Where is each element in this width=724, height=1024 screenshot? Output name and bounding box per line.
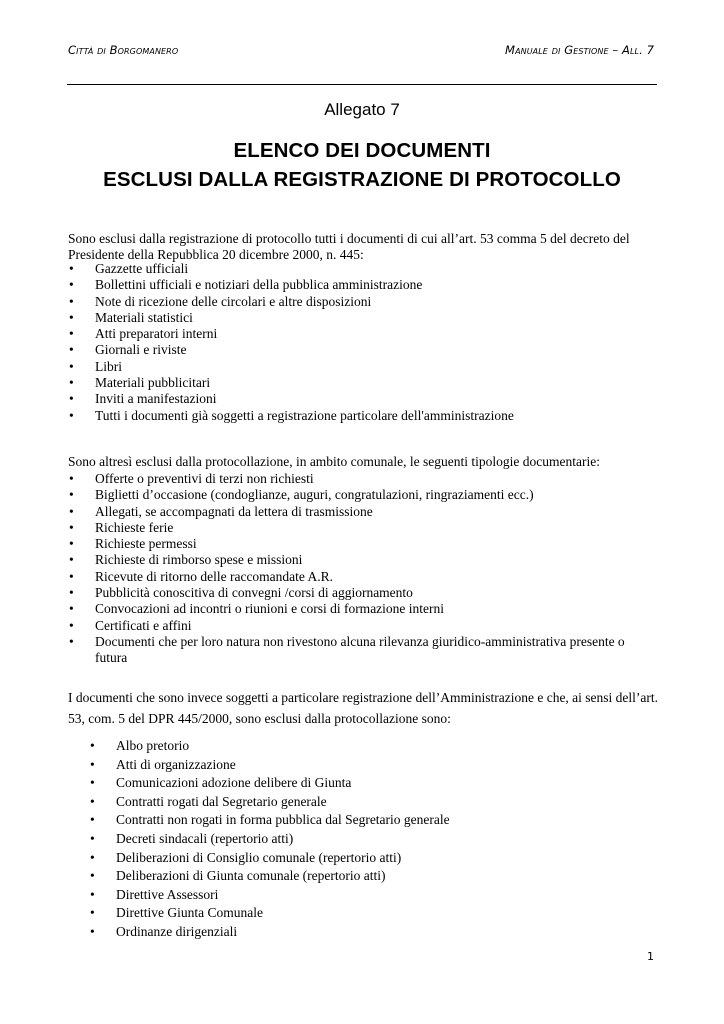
list-item-text: Deliberazioni di Giunta comunale (repertorio atti) [116, 868, 386, 884]
section1-intro: Sono esclusi dalla registrazione di protocollo tutti i documenti di cui all’art. 53 comma 5 del decreto del Presidente della Repubblica 20 dicembre 2000, n. 445: [68, 231, 630, 263]
bullet-icon: • [69, 503, 74, 519]
section3-list [89, 737, 649, 942]
list-item [89, 774, 649, 793]
list-item-text: Tutti i documenti già soggetti a registrazione particolare dell'amministrazione [95, 407, 514, 423]
list-item-text: Contratti rogati dal Segretario generale [116, 793, 327, 809]
list-item [89, 886, 649, 905]
list-item [68, 504, 628, 520]
bullet-icon: • [90, 923, 95, 939]
bullet-icon: • [90, 886, 95, 902]
list-item [89, 867, 649, 886]
list-item-text: Allegati, se accompagnati da lettera di trasmissione [95, 503, 373, 519]
bullet-icon: • [69, 487, 74, 503]
list-item [68, 326, 668, 342]
list-item [89, 756, 649, 775]
list-item-text: Documenti che per loro natura non rivestono alcuna rilevanza giuridico-amministrativa presente o futura [95, 633, 625, 666]
list-item [68, 261, 668, 277]
list-item [68, 342, 668, 358]
bullet-icon: • [69, 552, 74, 568]
list-item-text: Pubblicità conoscitiva di convegni /corsi di aggiornamento [95, 585, 413, 601]
title-line-1: ELENCO DEI DOCUMENTI [233, 139, 491, 162]
bullet-icon: • [69, 277, 74, 293]
bullet-icon: • [69, 601, 74, 617]
list-item [89, 793, 649, 812]
bullet-icon: • [69, 342, 74, 358]
list-item [89, 737, 649, 756]
list-item [68, 552, 628, 568]
bullet-icon: • [69, 391, 74, 407]
header-right: Manuale di Gestione – All. 7 [505, 43, 654, 57]
list-item [68, 359, 668, 375]
list-item-text: Gazzette ufficiali [95, 261, 189, 276]
list-item [89, 923, 649, 942]
list-item-text: Inviti a manifestazioni [95, 391, 217, 407]
list-item [89, 849, 649, 868]
bullet-icon: • [90, 793, 95, 809]
section3-intro: I documenti che sono invece soggetti a particolare registrazione dell’Amministrazione e che, ai sensi dell’art. 53, com. 5 del DPR 445/2000, sono esclusi dalla protocollazione sono: [68, 690, 659, 726]
list-item [68, 585, 628, 601]
list-item [68, 375, 668, 391]
bullet-icon: • [90, 738, 95, 753]
list-item-text: Ricevute di ritorno delle raccomandate A.R. [95, 568, 334, 584]
list-item [68, 634, 628, 667]
list-item-text: Certificati e affini [95, 617, 192, 633]
list-item [68, 520, 628, 536]
list-item-text: Direttive Assessori [116, 886, 219, 902]
bullet-icon: • [90, 868, 95, 884]
list-item-text: Offerte o preventivi di terzi non richiesti [95, 471, 314, 486]
list-item-text: Atti di organizzazione [116, 756, 236, 772]
list-item [89, 811, 649, 830]
list-item-text: Albo pretorio [116, 738, 190, 753]
page-number: 1 [647, 950, 654, 963]
bullet-icon: • [69, 519, 74, 535]
list-item-text: Materiali statistici [95, 309, 193, 325]
bullet-icon: • [69, 536, 74, 552]
list-item [68, 310, 668, 326]
bullet-icon: • [69, 358, 74, 374]
bullet-icon: • [90, 756, 95, 772]
bullet-icon: • [90, 812, 95, 828]
list-item [68, 471, 628, 487]
bullet-icon: • [90, 775, 95, 791]
allegato-label: Allegato 7 [324, 100, 400, 119]
list-item [89, 830, 649, 849]
bullet-icon: • [90, 849, 95, 865]
list-item-text: Bollettini ufficiali e notiziari della pubblica amministrazione [95, 277, 423, 293]
list-item-text: Comunicazioni adozione delibere di Giunta [116, 775, 352, 791]
list-item-text: Libri [95, 358, 122, 374]
bullet-icon: • [69, 471, 74, 486]
list-item [89, 904, 649, 923]
list-item [68, 408, 668, 424]
header-rule [67, 84, 657, 85]
list-item-text: Contratti non rogati in forma pubblica dal Segretario generale [116, 812, 450, 828]
section2-list [68, 471, 628, 667]
bullet-icon: • [69, 309, 74, 325]
bullet-icon: • [69, 261, 74, 276]
list-item-text: Convocazioni ad incontri o riunioni e corsi di formazione interni [95, 601, 445, 617]
bullet-icon: • [69, 326, 74, 342]
bullet-icon: • [69, 407, 74, 423]
list-item-text: Richieste permessi [95, 536, 197, 552]
list-item-text: Decreti sindacali (repertorio atti) [116, 830, 294, 846]
bullet-icon: • [69, 375, 74, 391]
list-item-text: Materiali pubblicitari [95, 375, 211, 391]
list-item [68, 618, 628, 634]
bullet-icon: • [69, 293, 74, 309]
bullet-icon: • [90, 830, 95, 846]
list-item-text: Deliberazioni di Consiglio comunale (repertorio atti) [116, 849, 402, 865]
list-item [68, 569, 628, 585]
list-item [68, 391, 668, 407]
header-left: Città di Borgomanero [68, 43, 179, 57]
bullet-icon: • [69, 585, 74, 601]
list-item [68, 536, 628, 552]
list-item [68, 601, 628, 617]
section2-intro: Sono altresì esclusi dalla protocollazione, in ambito comunale, le seguenti tipologie documentarie: [68, 454, 600, 469]
list-item [68, 487, 628, 503]
list-item [68, 294, 668, 310]
list-item-text: Biglietti d’occasione (condoglianze, auguri, congratulazioni, ringraziamenti ecc.) [95, 487, 534, 503]
title-line-2: ESCLUSI DALLA REGISTRAZIONE DI PROTOCOLLO [103, 168, 621, 191]
list-item-text: Note di ricezione delle circolari e altre disposizioni [95, 293, 372, 309]
section1-list [68, 261, 668, 424]
list-item-text: Ordinanze dirigenziali [116, 923, 238, 939]
list-item-text: Atti preparatori interni [95, 326, 218, 342]
list-item-text: Direttive Giunta Comunale [116, 905, 263, 921]
list-item-text: Richieste ferie [95, 519, 174, 535]
list-item-text: Giornali e riviste [95, 342, 187, 358]
bullet-icon: • [69, 633, 74, 649]
bullet-icon: • [90, 905, 95, 921]
list-item-text: Richieste di rimborso spese e missioni [95, 552, 303, 568]
list-item [68, 277, 668, 293]
bullet-icon: • [69, 617, 74, 633]
bullet-icon: • [69, 568, 74, 584]
